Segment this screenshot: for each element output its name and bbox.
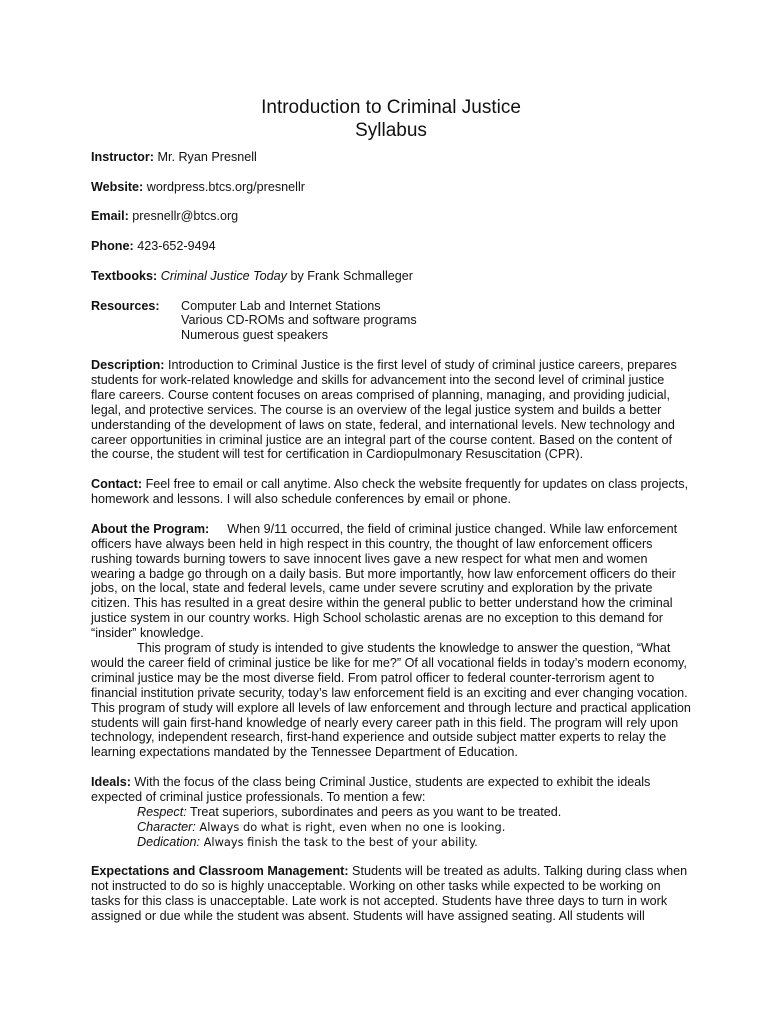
email-value: presnellr@btcs.org	[132, 209, 239, 224]
ideal-character	[91, 820, 691, 835]
expectations-label: Expectations and Classroom Management:	[91, 864, 349, 879]
ideal-respect	[91, 805, 691, 820]
document-title	[91, 96, 691, 142]
about-program-section	[91, 522, 691, 761]
expectations-section	[91, 864, 691, 924]
ideal-name: Respect:	[137, 804, 187, 819]
ideals-intro	[91, 775, 691, 805]
expectations-text: Students will be treated as adults. Talking during class when not instructed to do so is highly unacceptable. Working on other tasks while expected to be working on tasks for this class is unacceptable. Late work is not accepted. Students have three days to turn in work assigned or due while the student was absent. Students will have assigned seating. All students will	[91, 864, 688, 924]
textbook-title: Criminal Justice Today	[160, 268, 287, 283]
ideal-name: Dedication:	[137, 834, 201, 849]
email-label: Email:	[91, 209, 129, 224]
phone-field	[91, 239, 691, 254]
website-label: Website:	[91, 179, 144, 194]
syllabus-page	[91, 96, 691, 939]
description-label: Description:	[91, 358, 165, 373]
resources-field	[91, 299, 691, 344]
ideals-label: Ideals:	[91, 775, 131, 790]
about-label: About the Program:	[91, 521, 210, 536]
about-paragraph-2: This program of study is intended to give students the knowledge to answer the question, “What would the career field of criminal justice be like for me?” Of all vocational fields in today’s modern economy, criminal justice may be the most diverse field. From patrol officer to federal counter-terrorism agent to financial institution private security, today’s law enforcement field is an exciting and ever changing vocation. This program of study will explore all levels of law enforcement and through lecture and practical application students will gain first-hand knowledge of nearly every career path in this field. The program will rely upon technology, independent research, first-hand experience and outside subject matter experts to relay the learning expectations mandated by the Tennessee Department of Education.	[91, 641, 691, 760]
contact-text: Feel free to email or call anytime. Also check the website frequently for updates on class projects, homework and lessons. I will also schedule conferences by email or phone.	[91, 477, 689, 507]
textbook-author: by Frank Schmalleger	[286, 268, 413, 283]
phone-label: Phone:	[91, 239, 134, 254]
instructor-field	[91, 150, 691, 165]
contact-section	[91, 477, 691, 507]
ideal-dedication	[91, 835, 691, 850]
title-line-1: Introduction to Criminal Justice	[261, 97, 521, 118]
instructor-label: Instructor:	[91, 150, 154, 164]
instructor-value: Mr. Ryan Presnell	[157, 150, 257, 164]
resources-label: Resources:	[91, 298, 160, 313]
description-text: Introduction to Criminal Justice is the first level of study of criminal justice careers, prepares students for work-related knowledge and skills for advancement into the second level of criminal justice flare careers. Course content focuses on areas comprised of planning, managing, and providing judicial, legal, and protective services. The course is an overview of the legal justice system and builds a better understanding of the development of laws on state, federal, and international levels. New technology and career opportunities in criminal justice are an integral part of the course content. Based on the content of the course, the student will test for certification in Cardiopulmonary Resuscitation (CPR).	[91, 358, 677, 462]
ideal-text: Treat superiors, subordinates and peers as you want to be treated.	[186, 804, 562, 819]
about-text-1: When 9/11 occurred, the field of criminal justice changed. While law enforcement officers have always been held in high respect in this country, the thought of law enforcement officers rushing towards burning towers to save innocent lives gave a new respect for what men and women wearing a badge go through on a daily basis. But more importantly, how law enforcement officers do their jobs, on the local, state and federal levels, came under severe scrutiny and exploration by the private citizen. This has resulted in a great desire within the general public to better understand how the criminal justice system in our country works. High School scholastic arenas are no exception to this demand for “insider” knowledge.	[91, 521, 678, 641]
title-line-2: Syllabus	[355, 120, 427, 141]
resource-item: Various CD-ROMs and software programs	[181, 313, 417, 328]
contact-label: Contact:	[91, 477, 143, 492]
textbooks-label: Textbooks:	[91, 268, 158, 283]
description-section	[91, 358, 691, 462]
website-value: wordpress.btcs.org/presnellr	[146, 179, 305, 194]
resource-item: Numerous guest speakers	[181, 328, 328, 343]
ideal-text: Always do what is right, even when no one is looking.	[195, 819, 506, 834]
resource-item: Computer Lab and Internet Stations	[181, 298, 381, 313]
ideal-text: Always finish the task to the best of your ability.	[200, 834, 478, 849]
about-paragraph-1	[91, 522, 691, 641]
email-field	[91, 209, 691, 224]
website-field	[91, 180, 691, 195]
ideals-section	[91, 775, 691, 850]
resources-list	[181, 299, 417, 344]
textbooks-field	[91, 269, 691, 284]
ideals-intro-text: With the focus of the class being Criminal Justice, students are expected to exhibit the ideals expected of criminal justice professionals. To mention a few:	[91, 775, 651, 804]
phone-value: 423-652-9494	[137, 239, 216, 254]
ideal-name: Character:	[137, 819, 196, 834]
